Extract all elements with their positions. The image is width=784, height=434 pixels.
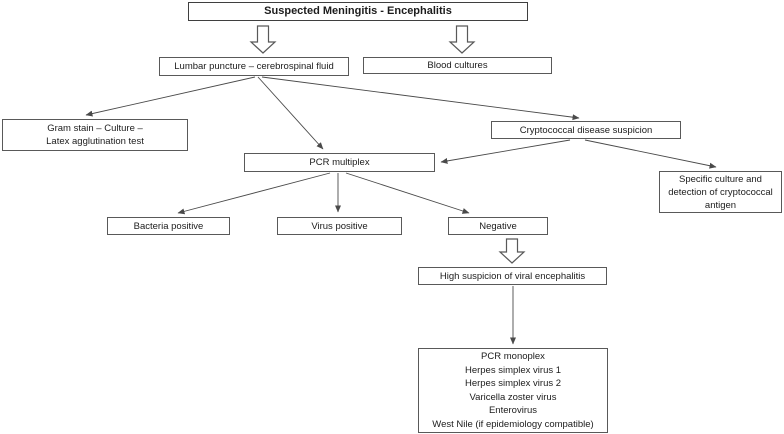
arrow-cryptococcal-to-specific-culture [585, 140, 716, 167]
block-arrow-title-to-blood [450, 26, 474, 53]
node-bacteria-positive-label: Bacteria positive [133, 220, 204, 232]
arrow-cryptococcal-to-pcr-multiplex [441, 140, 570, 162]
node-high-suspicion [418, 267, 607, 285]
node-cryptococcal-suspicion [491, 121, 681, 139]
arrow-lumbar-to-pcr-multiplex [258, 77, 323, 149]
node-pcr-monoplex-line3: Herpes simplex virus 2 [464, 378, 562, 389]
node-specific-culture-line2: detection of cryptococcal [668, 186, 773, 198]
node-bacteria-positive [107, 217, 230, 235]
node-lumbar-puncture [159, 57, 349, 76]
node-specific-culture-line1: Specific culture and [679, 173, 762, 185]
node-high-suspicion-label: High suspicion of viral encephalitis [439, 270, 586, 282]
node-lumbar-puncture-label: Lumbar puncture – cerebrospinal fluid [174, 61, 334, 72]
arrow-pcr-to-bacteria [178, 173, 330, 213]
node-negative-label: Negative [479, 220, 517, 232]
node-pcr-monoplex-line2: Herpes simplex virus 1 [464, 364, 562, 376]
node-pcr-monoplex-line1: PCR monoplex [481, 351, 545, 362]
node-pcr-monoplex [418, 348, 608, 433]
node-blood-cultures [363, 57, 552, 74]
node-title-label: Suspected Meningitis - Encephalitis [264, 5, 452, 17]
node-pcr-monoplex-line5: Enterovirus [488, 405, 538, 416]
node-pcr-monoplex-line6: West Nile (if epidemiology compatible) [432, 418, 594, 430]
node-specific-culture-line3: antigen [704, 199, 737, 211]
block-arrow-title-to-lumbar [251, 26, 275, 53]
node-specific-culture [659, 171, 782, 213]
arrow-lumbar-to-gram [86, 77, 255, 115]
node-gram-stain-line2: Latex agglutination test [46, 136, 144, 147]
node-virus-positive-label: Virus positive [311, 220, 368, 232]
node-pcr-multiplex [244, 153, 435, 172]
node-virus-positive [277, 217, 402, 235]
node-negative [448, 217, 548, 235]
node-pcr-multiplex-label: PCR multiplex [309, 157, 370, 168]
node-pcr-monoplex-line4: Varicella zoster virus [469, 391, 557, 403]
arrow-pcr-to-negative [346, 173, 469, 213]
node-gram-stain [2, 119, 188, 151]
node-cryptococcal-suspicion-label: Cryptococcal disease suspicion [519, 124, 653, 136]
node-title [188, 2, 528, 21]
node-blood-cultures-label: Blood cultures [427, 60, 488, 71]
arrow-lumbar-to-cryptococcal [262, 77, 579, 118]
node-gram-stain-line1: Gram stain – Culture – [47, 123, 143, 134]
block-arrow-negative-to-high-suspicion [500, 239, 524, 263]
